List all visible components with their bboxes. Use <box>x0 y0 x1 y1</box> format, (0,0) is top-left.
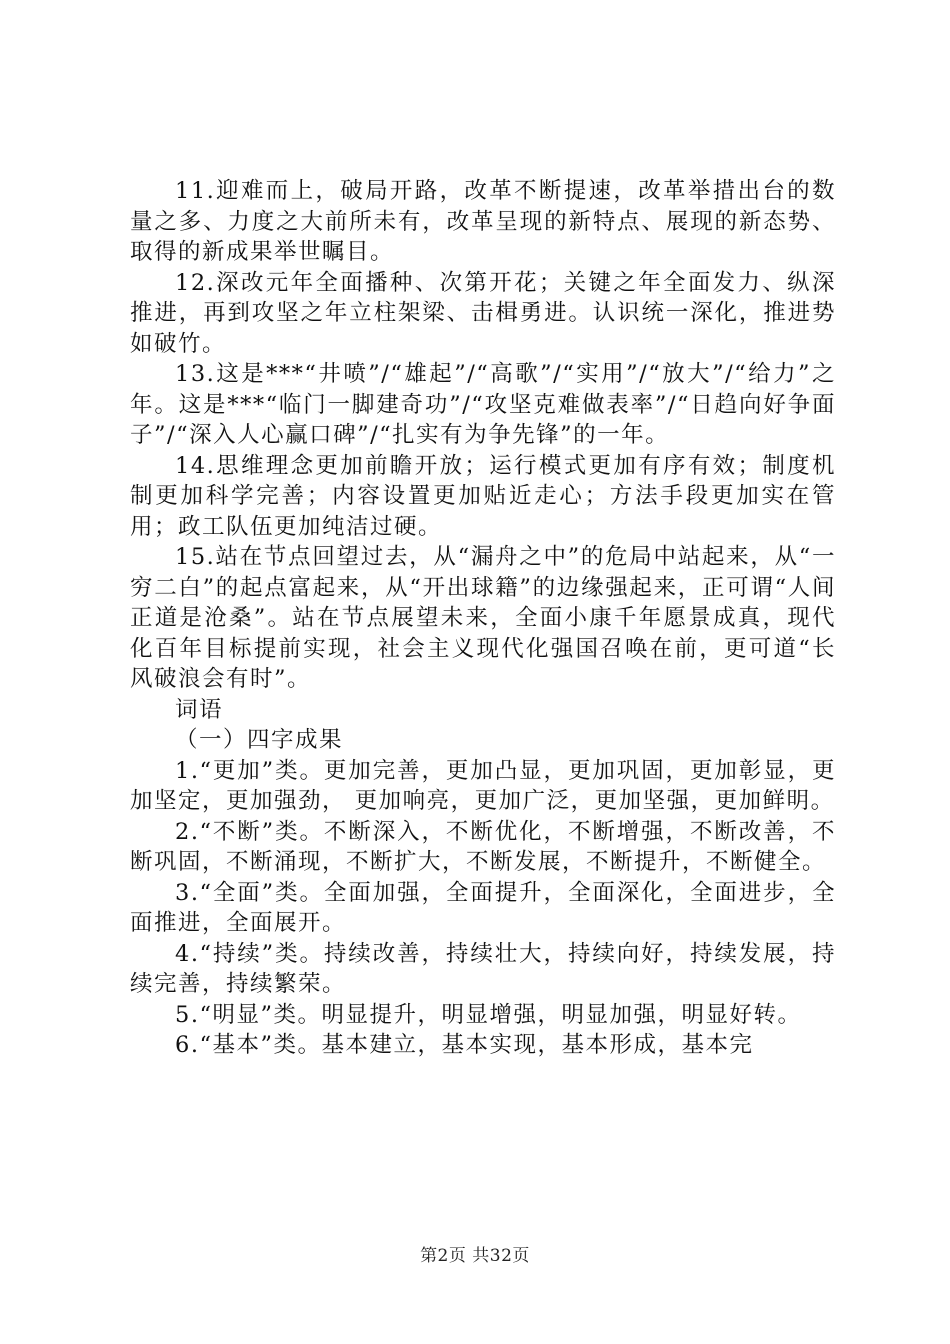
list-item-1: 1.“更加”类。更加完善，更加凸显，更加巩固，更加彰显，更加坚定，更加强劲， 更加响亮，更加广泛，更加坚强，更加鲜明。 <box>130 757 836 814</box>
paragraph-11: 11.迎难而上，破局开路，改革不断提速，改革举措出台的数量之多、力度之大前所未有，改革呈现的新特点、展现的新态势、取得的新成果举世瞩目。 <box>130 178 836 265</box>
paragraph-12: 12.深改元年全面播种、次第开花；关键之年全面发力、纵深推进，再到攻坚之年立柱架梁、击楫勇进。认识统一深化，推进势如破竹。 <box>130 269 836 357</box>
page-footer: 第2页 共32页 <box>420 1246 530 1266</box>
list-item-6: 6.“基本”类。基本建立，基本实现，基本形成，基本完 <box>175 1032 754 1058</box>
list-item-3: 3.“全面”类。全面加强，全面提升，全面深化，全面进步，全面推进，全面展开。 <box>130 879 836 936</box>
paragraph-15: 15.站在节点回望过去，从“漏舟之中”的危局中站起来，从“一穷二白”的起点富起来，从“开出球籍”的边缘强起来，正可谓“人间正道是沧桑”。站在节点展望未来，全面小康千年愿景成真，现代化百年目标提前实现，社会主义现代化强国召唤在前，更可道“长风破浪会有时”。 <box>130 544 836 692</box>
section-title: 词语 <box>175 696 224 723</box>
list-item-4: 4.“持续”类。持续改善，持续壮大，持续向好，持续发展，持续完善，持续繁荣。 <box>130 940 836 997</box>
paragraph-14: 14.思维理念更加前瞻开放；运行模式更加有序有效；制度机制更加科学完善；内容设置更加贴近走心；方法手段更加实在管用；政工队伍更加纯洁过硬。 <box>130 452 836 540</box>
paragraph-13: 13.这是***“井喷”/“雄起”/“高歌”/“实用”/“放大”/“给力”之年。这是***“临门一脚建奇功”/“攻坚克难做表率”/“日趋向好争面子”/“深入人心赢口碑”/“扎实有为争先锋”的一年。 <box>130 361 836 448</box>
list-item-2: 2.“不断”类。不断深入，不断优化，不断增强，不断改善，不断巩固，不断涌现，不断扩大，不断发展，不断提升，不断健全。 <box>130 818 836 875</box>
document-body <box>130 176 836 1061</box>
subsection-title: （一）四字成果 <box>175 727 344 753</box>
list-item-5: 5.“明显”类。明显提升，明显增强，明显加强，明显好转。 <box>175 1001 802 1028</box>
